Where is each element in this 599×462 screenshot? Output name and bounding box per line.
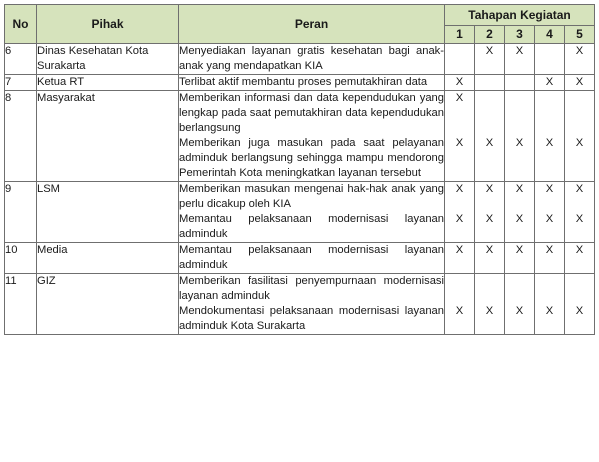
stage-5-cell [565, 274, 595, 335]
header-no: No [5, 5, 37, 44]
stage-mark: X [575, 244, 584, 256]
stage-mark: X [515, 45, 524, 57]
stage-4-cell [535, 182, 565, 243]
table-body [5, 44, 595, 335]
stage-mark: X [485, 213, 494, 225]
stage-mark: X [485, 45, 494, 57]
stage-2-cell [475, 182, 505, 243]
peran-cell [179, 44, 445, 75]
stage-mark: X [515, 137, 524, 149]
pihak-cell: LSM [37, 182, 179, 243]
header-stage-5: 5 [565, 26, 595, 44]
pihak-cell: Ketua RT [37, 75, 179, 91]
stage-mark: X [515, 183, 524, 195]
stage-1-cell [445, 91, 475, 182]
row-number: 7 [5, 75, 37, 91]
stage-mark: X [455, 92, 464, 104]
stage-mark: X [575, 213, 584, 225]
peran-paragraph: Menyediakan layanan gratis kesehatan bagi anak-anak yang mendapatkan KIA [179, 45, 444, 72]
stage-4-cell [535, 75, 565, 91]
stage-2-cell [475, 274, 505, 335]
stage-mark: X [575, 137, 584, 149]
stage-4-cell [535, 91, 565, 182]
stage-3-cell [505, 182, 535, 243]
header-stage-4: 4 [535, 26, 565, 44]
stage-mark [535, 274, 564, 289]
row-number: 11 [5, 274, 37, 335]
stage-2-cell [475, 44, 505, 75]
header-peran: Peran [179, 5, 445, 44]
peran-paragraph: Mendokumentasi pelaksanaan modernisasi layanan adminduk Kota Surakarta [179, 305, 444, 332]
stage-mark: X [545, 137, 554, 149]
pihak-cell: Media [37, 243, 179, 274]
stage-1-cell [445, 75, 475, 91]
stage-5-cell [565, 243, 595, 274]
stage-mark: X [455, 244, 464, 256]
stage-mark: X [575, 76, 584, 88]
stage-3-cell [505, 274, 535, 335]
header-stage-1: 1 [445, 26, 475, 44]
peran-cell [179, 91, 445, 182]
stage-5-cell [565, 91, 595, 182]
row-number: 6 [5, 44, 37, 75]
header-pihak: Pihak [37, 5, 179, 44]
peran-paragraph: Memberikan juga masukan pada saat pelayanan adminduk berlangsung sehingga mampu mendorong Pemerintah Kota meningkatkan layanan tersebut [179, 137, 444, 179]
stage-mark: X [485, 305, 494, 317]
stage-mark [475, 91, 504, 106]
table-row [5, 243, 595, 274]
table-row [5, 44, 595, 75]
stage-mark: X [455, 213, 464, 225]
stage-mark: X [575, 183, 584, 195]
stage-4-cell [535, 44, 565, 75]
stage-mark: X [455, 137, 464, 149]
roles-table [4, 4, 595, 335]
stage-mark: X [515, 213, 524, 225]
stage-mark: X [485, 183, 494, 195]
stage-mark [535, 44, 564, 59]
pihak-cell: GIZ [37, 274, 179, 335]
stage-4-cell [535, 243, 565, 274]
stage-5-cell [565, 75, 595, 91]
peran-paragraph: Memantau pelaksanaan modernisasi layanan adminduk [179, 244, 444, 271]
peran-cell [179, 274, 445, 335]
stage-mark: X [545, 213, 554, 225]
stage-mark: X [545, 76, 554, 88]
table-row [5, 182, 595, 243]
row-number: 8 [5, 91, 37, 182]
stage-1-cell [445, 243, 475, 274]
peran-paragraph: Memantau pelaksanaan modernisasi layanan adminduk [179, 213, 444, 240]
stage-mark: X [575, 305, 584, 317]
stage-mark [505, 274, 534, 289]
stage-3-cell [505, 91, 535, 182]
stage-4-cell [535, 274, 565, 335]
stage-mark: X [485, 137, 494, 149]
table-row [5, 91, 595, 182]
row-number: 10 [5, 243, 37, 274]
stage-mark: X [515, 305, 524, 317]
stage-5-cell [565, 44, 595, 75]
header-tahapan: Tahapan Kegiatan [445, 5, 595, 26]
stage-mark [445, 44, 474, 59]
stage-3-cell [505, 75, 535, 91]
stage-mark: X [485, 244, 494, 256]
stage-mark: X [575, 45, 584, 57]
stage-mark: X [545, 183, 554, 195]
header-stage-3: 3 [505, 26, 535, 44]
stage-mark [505, 75, 534, 90]
pihak-cell: Masyarakat [37, 91, 179, 182]
table-header [5, 5, 595, 44]
stage-mark [475, 274, 504, 289]
peran-paragraph: Memberikan informasi dan data kependudukan yang lengkap pada saat pemutakhiran data kependudukan berlangsung [179, 92, 444, 134]
table-row [5, 75, 595, 91]
stage-2-cell [475, 75, 505, 91]
stage-2-cell [475, 243, 505, 274]
stage-5-cell [565, 182, 595, 243]
stage-mark: X [545, 244, 554, 256]
stage-mark [505, 91, 534, 106]
table-row [5, 274, 595, 335]
stage-2-cell [475, 91, 505, 182]
stage-1-cell [445, 44, 475, 75]
pihak-cell: Dinas Kesehatan Kota Surakarta [37, 44, 179, 75]
row-number: 9 [5, 182, 37, 243]
stage-3-cell [505, 44, 535, 75]
peran-cell [179, 243, 445, 274]
stage-mark: X [545, 305, 554, 317]
stage-mark: X [515, 244, 524, 256]
header-stage-2: 2 [475, 26, 505, 44]
peran-paragraph: Memberikan masukan mengenai hak-hak anak yang perlu dicakup oleh KIA [179, 183, 444, 210]
stage-mark [565, 274, 594, 289]
stage-mark [565, 91, 594, 106]
stage-mark [475, 75, 504, 90]
stage-1-cell [445, 274, 475, 335]
peran-paragraph: Terlibat aktif membantu proses pemutakhiran data [179, 76, 428, 88]
stage-mark [535, 91, 564, 106]
stage-1-cell [445, 182, 475, 243]
peran-cell [179, 75, 445, 91]
stage-3-cell [505, 243, 535, 274]
peran-paragraph: Memberikan fasilitasi penyempurnaan modernisasi layanan adminduk [179, 275, 444, 302]
stage-mark: X [455, 305, 464, 317]
stage-mark: X [455, 183, 464, 195]
stage-mark [445, 274, 474, 289]
stage-mark: X [455, 76, 464, 88]
peran-cell [179, 182, 445, 243]
